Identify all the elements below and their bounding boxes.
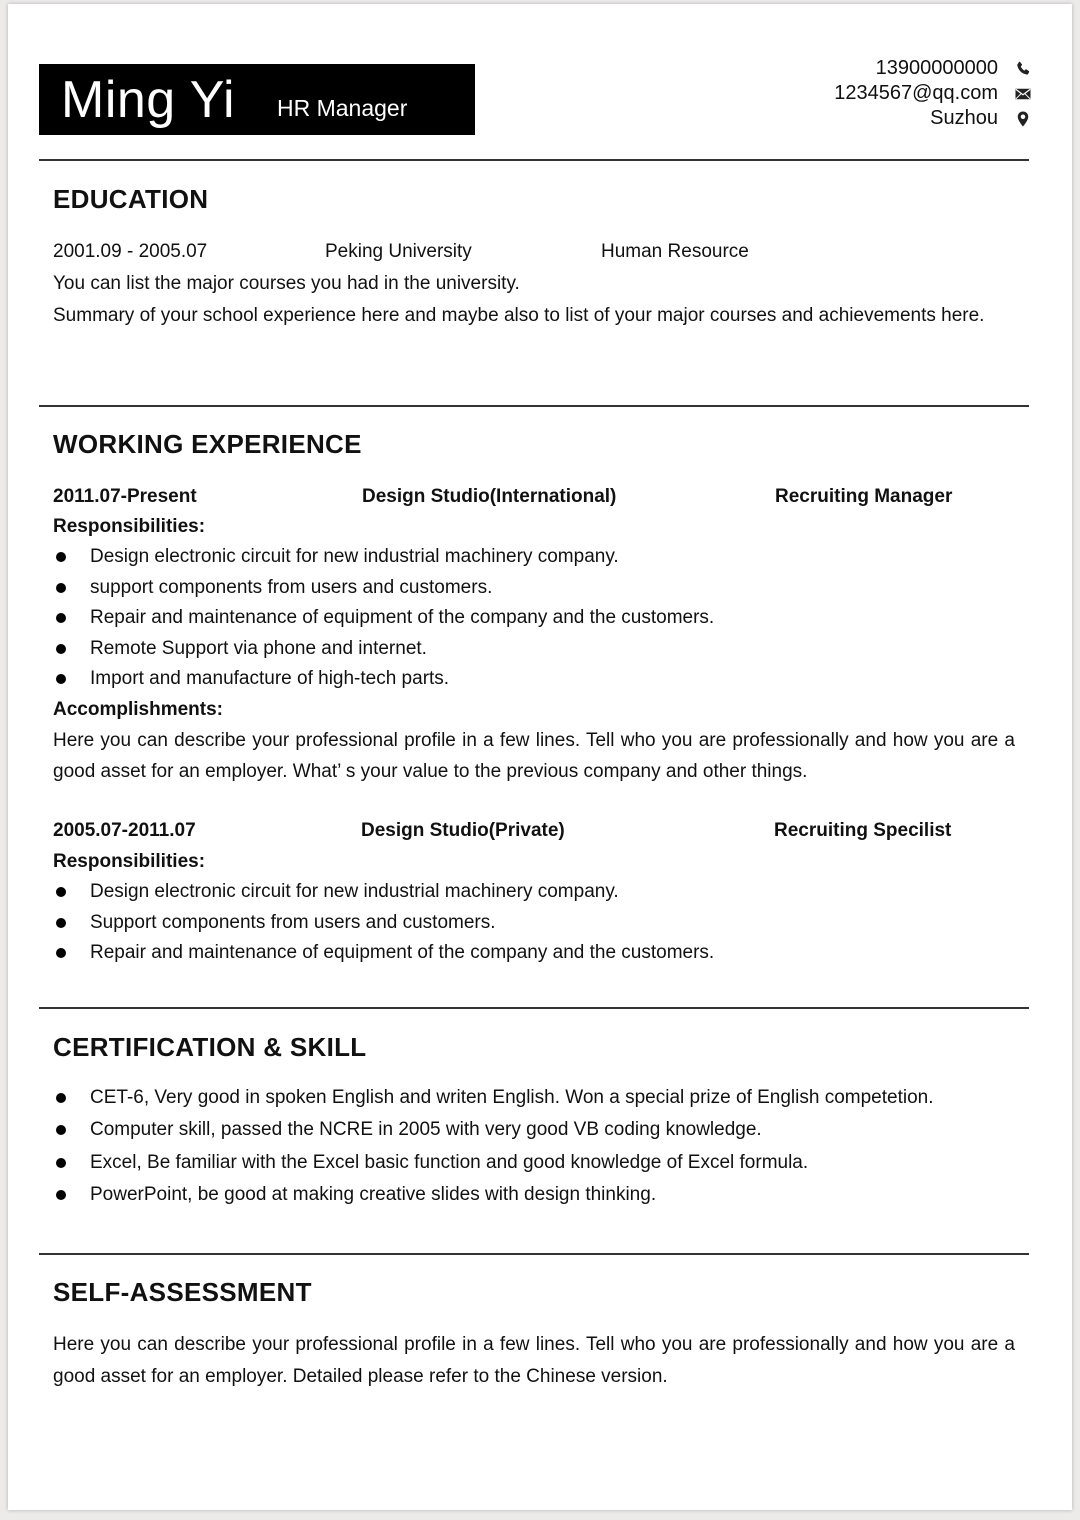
list-item: Computer skill, passed the NCRE in 2005 with very good VB coding knowledge. xyxy=(53,1114,1013,1146)
list-item: Remote Support via phone and internet. xyxy=(53,634,1013,665)
skills-title: CERTIFICATION & SKILL xyxy=(53,1032,367,1062)
self-assessment-text: Here you can describe your professional profile in a few lines. Tell who you are professionally and how you are a good asset for an employer. Detailed please refer to the Chinese version. xyxy=(53,1334,1015,1387)
contact-block xyxy=(732,56,1032,131)
contact-location xyxy=(732,106,1032,131)
list-item: Support components from users and customers. xyxy=(53,908,1013,939)
list-item: Import and manufacture of high-tech parts. xyxy=(53,664,1013,695)
list-item: Design electronic circuit for new industrial machinery company. xyxy=(53,877,1013,908)
list-item: CET-6, Very good in spoken English and writen English. Won a special prize of English competetion. xyxy=(53,1082,1013,1114)
candidate-name: Ming Yi xyxy=(61,71,236,129)
job-position: Recruiting Specilist xyxy=(774,820,952,841)
list-item: Design electronic circuit for new industrial machinery company. xyxy=(53,542,1013,573)
list-item: Repair and maintenance of equipment of the company and the customers. xyxy=(53,603,1013,634)
education-major: Human Resource xyxy=(601,241,749,262)
responsibilities-list xyxy=(53,877,1013,969)
envelope-icon xyxy=(1014,85,1032,103)
divider xyxy=(39,405,1029,407)
responsibilities-list xyxy=(53,542,1013,695)
skills-list xyxy=(53,1082,1013,1211)
phone-number: 13900000000 xyxy=(875,57,998,79)
accomplishments-text: Here you can describe your professional profile in a few lines. Tell who you are professionally and how you are a good asset for an employer. What’ s your value to the previous company and other things. xyxy=(53,730,1015,782)
responsibilities-label: Responsibilities: xyxy=(53,851,206,872)
self-assessment-title: SELF-ASSESSMENT xyxy=(53,1277,312,1307)
job-company: Design Studio(International) xyxy=(362,486,617,507)
job-company: Design Studio(Private) xyxy=(361,820,565,841)
education-school: Peking University xyxy=(325,241,472,262)
divider xyxy=(39,159,1029,161)
education-courses: You can list the major courses you had in the university. xyxy=(53,273,520,294)
education-title: EDUCATION xyxy=(53,184,209,214)
candidate-role: HR Manager xyxy=(277,95,408,121)
job-header xyxy=(53,482,1013,512)
location-text: Suzhou xyxy=(930,107,998,129)
map-pin-icon xyxy=(1014,110,1032,128)
list-item: Repair and maintenance of equipment of the company and the customers. xyxy=(53,938,1013,969)
phone-icon xyxy=(1014,60,1032,78)
education-row xyxy=(53,236,953,268)
job-period: 2005.07-2011.07 xyxy=(53,820,196,841)
resume-content xyxy=(8,4,1072,1510)
resume-page xyxy=(8,4,1072,1510)
job-position: Recruiting Manager xyxy=(775,486,953,507)
contact-phone xyxy=(732,56,1032,81)
education-summary: Summary of your school experience here and maybe also to list of your major courses and achievements here. xyxy=(53,305,985,326)
name-banner xyxy=(39,64,475,135)
job-period: 2011.07-Present xyxy=(53,486,197,507)
accomplishments-label: Accomplishments: xyxy=(53,699,223,720)
education-period: 2001.09 - 2005.07 xyxy=(53,241,208,262)
job-header xyxy=(53,816,1013,846)
list-item: Excel, Be familiar with the Excel basic function and good knowledge of Excel formula. xyxy=(53,1147,1013,1179)
experience-title: WORKING EXPERIENCE xyxy=(53,429,362,459)
divider xyxy=(39,1007,1029,1009)
contact-email xyxy=(732,81,1032,106)
email-address: 1234567@qq.com xyxy=(834,82,998,104)
responsibilities-label: Responsibilities: xyxy=(53,516,206,537)
list-item: PowerPoint, be good at making creative slides with design thinking. xyxy=(53,1179,1013,1211)
list-item: support components from users and customers. xyxy=(53,573,1013,604)
divider xyxy=(39,1253,1029,1255)
